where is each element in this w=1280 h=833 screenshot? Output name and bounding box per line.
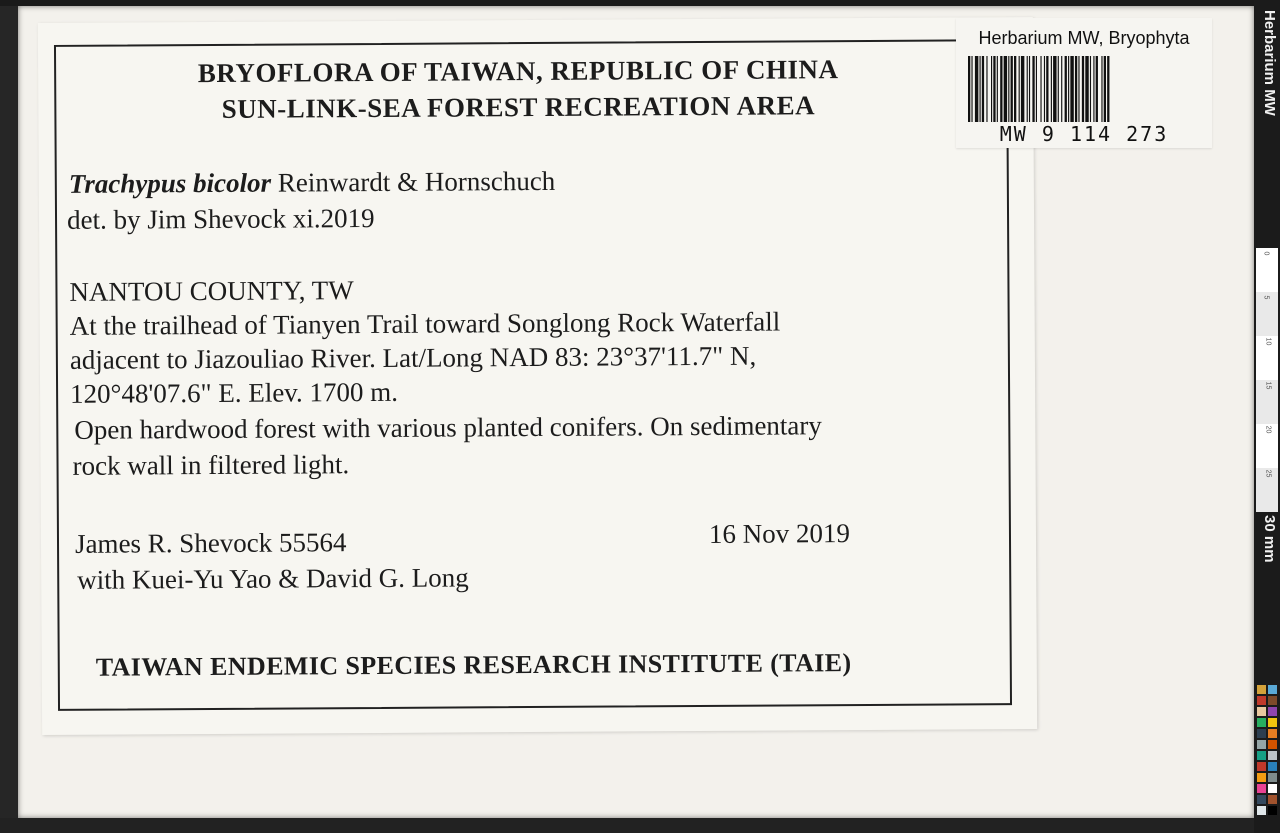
barcode-bar — [1061, 56, 1062, 122]
barcode-bar — [1036, 56, 1037, 122]
ruler-segment — [1256, 468, 1278, 512]
color-swatch — [1257, 784, 1266, 793]
barcode-bar — [1090, 56, 1091, 122]
color-swatch — [1257, 773, 1266, 782]
determination-line: det. by Jim Shevock xi.2019 — [66, 202, 375, 235]
barcode-bar — [991, 56, 992, 122]
color-swatch — [1257, 718, 1266, 727]
barcode-bar — [1046, 56, 1048, 122]
background-edge-left — [0, 0, 18, 833]
barcode-bar — [1068, 56, 1069, 122]
barcode-number: MW 9 114 273 — [999, 122, 1169, 146]
color-swatch — [1257, 762, 1266, 771]
habitat-line2: rock wall in filtered light. — [72, 449, 350, 481]
barcode-bar — [968, 56, 970, 122]
color-swatch — [1257, 685, 1266, 694]
ruler-herbarium-label: Herbarium MW — [1261, 10, 1278, 116]
color-swatch — [1257, 707, 1266, 716]
ruler-tick-label: 5 — [1262, 295, 1270, 300]
barcode-bar — [1051, 56, 1052, 122]
barcode-bar — [1093, 56, 1094, 122]
ruler-scale-label: 30 mm — [1261, 515, 1278, 563]
taxon-name: Trachypus bicolor — [68, 167, 272, 199]
barcode-bar — [1008, 56, 1009, 122]
barcode-bar — [1078, 56, 1079, 122]
ruler-segment — [1256, 380, 1278, 424]
barcode-bar — [997, 56, 998, 122]
ruler-tick-label: 10 — [1264, 337, 1272, 346]
barcode-bar — [1058, 56, 1059, 122]
color-swatch — [1268, 740, 1277, 749]
color-swatch — [1257, 795, 1266, 804]
color-swatch — [1268, 718, 1277, 727]
barcode-bar — [986, 56, 987, 122]
label-heading-line1: BRYOFLORA OF TAIWAN, REPUBLIC OF CHINA — [197, 54, 839, 89]
barcode-bar — [980, 56, 981, 122]
ruler-tick-label: 25 — [1264, 469, 1272, 478]
barcode-bar — [982, 56, 984, 122]
color-swatch — [1268, 685, 1277, 694]
color-swatch — [1268, 751, 1277, 760]
barcode-title: Herbarium MW, Bryophyta — [978, 28, 1190, 48]
color-swatch — [1257, 729, 1266, 738]
barcode-bar — [1107, 56, 1109, 122]
collector-line: James R. Shevock 55564 — [74, 527, 347, 559]
barcode-bar — [1014, 56, 1016, 122]
barcode-bar — [1011, 56, 1013, 122]
collection-date: 16 Nov 2019 — [708, 518, 851, 549]
barcode-bar — [1070, 56, 1073, 122]
color-swatch — [1268, 707, 1277, 716]
ruler-tick-label: 20 — [1264, 425, 1272, 434]
barcode-bar — [1044, 56, 1045, 122]
color-swatch — [1268, 729, 1277, 738]
ruler-tick-label: 0 — [1262, 251, 1270, 256]
barcode-bar — [971, 56, 972, 122]
barcode-bar — [975, 56, 978, 122]
barcode-bar — [1075, 56, 1077, 122]
color-swatch — [1268, 784, 1277, 793]
ruler-segment — [1256, 424, 1278, 468]
barcode-bar — [1000, 56, 1002, 122]
ruler-segment — [1256, 292, 1278, 336]
ruler-scale — [1256, 248, 1278, 512]
institution-line: TAIWAN ENDEMIC SPECIES RESEARCH INSTITUTE (TAIE) — [95, 648, 852, 682]
locality-line3: 120°48'07.6" E. Elev. 1700 m. — [70, 376, 399, 409]
barcode-label — [956, 18, 1212, 148]
barcode-bar — [1053, 56, 1056, 122]
barcode-bars — [968, 56, 1198, 122]
locality-line1: At the trailhead of Tianyen Trail toward Songlong Rock Waterfall — [69, 306, 781, 341]
barcode-bar — [1082, 56, 1084, 122]
specimen-label — [38, 17, 1037, 735]
barcode-bar — [1085, 56, 1088, 122]
color-swatch — [1268, 696, 1277, 705]
color-swatch — [1268, 773, 1277, 782]
color-swatch — [1268, 795, 1277, 804]
barcode-bar — [1101, 56, 1102, 122]
associates-line: with Kuei-Yu Yao & David G. Long — [77, 562, 469, 595]
color-swatch — [1268, 762, 1277, 771]
color-swatch — [1257, 740, 1266, 749]
color-calibration-chart — [1257, 685, 1279, 825]
background-edge-bottom — [0, 818, 1254, 833]
taxon-line — [69, 166, 556, 200]
ruler-segment — [1256, 248, 1278, 292]
county-line: NANTOU COUNTY, TW — [69, 275, 354, 307]
barcode-bar — [1019, 56, 1020, 122]
locality-line2: adjacent to Jiazouliao River. Lat/Long NAD 83: 23°37'11.7" N, — [69, 340, 757, 375]
barcode-bar — [1032, 56, 1034, 122]
barcode-bar — [1104, 56, 1106, 122]
color-swatch — [1257, 751, 1266, 760]
barcode-bar — [1021, 56, 1024, 122]
barcode-bar — [1040, 56, 1041, 122]
habitat-line1: Open hardwood forest with various planted conifers. On sedimentary — [74, 410, 822, 445]
barcode-bar — [1029, 56, 1030, 122]
barcode-bar — [1065, 56, 1067, 122]
color-swatch — [1257, 806, 1266, 815]
color-swatch — [1257, 696, 1266, 705]
ruler-segment — [1256, 336, 1278, 380]
taxon-author: Reinwardt & Hornschuch — [277, 165, 556, 198]
barcode-bar — [1096, 56, 1098, 122]
ruler-tick-label: 15 — [1264, 381, 1272, 390]
color-swatch — [1268, 806, 1277, 815]
barcode-bar — [993, 56, 995, 122]
barcode-bar — [1004, 56, 1007, 122]
label-heading-line2: SUN-LINK-SEA FOREST RECREATION AREA — [221, 90, 816, 124]
barcode-bar — [1027, 56, 1028, 122]
